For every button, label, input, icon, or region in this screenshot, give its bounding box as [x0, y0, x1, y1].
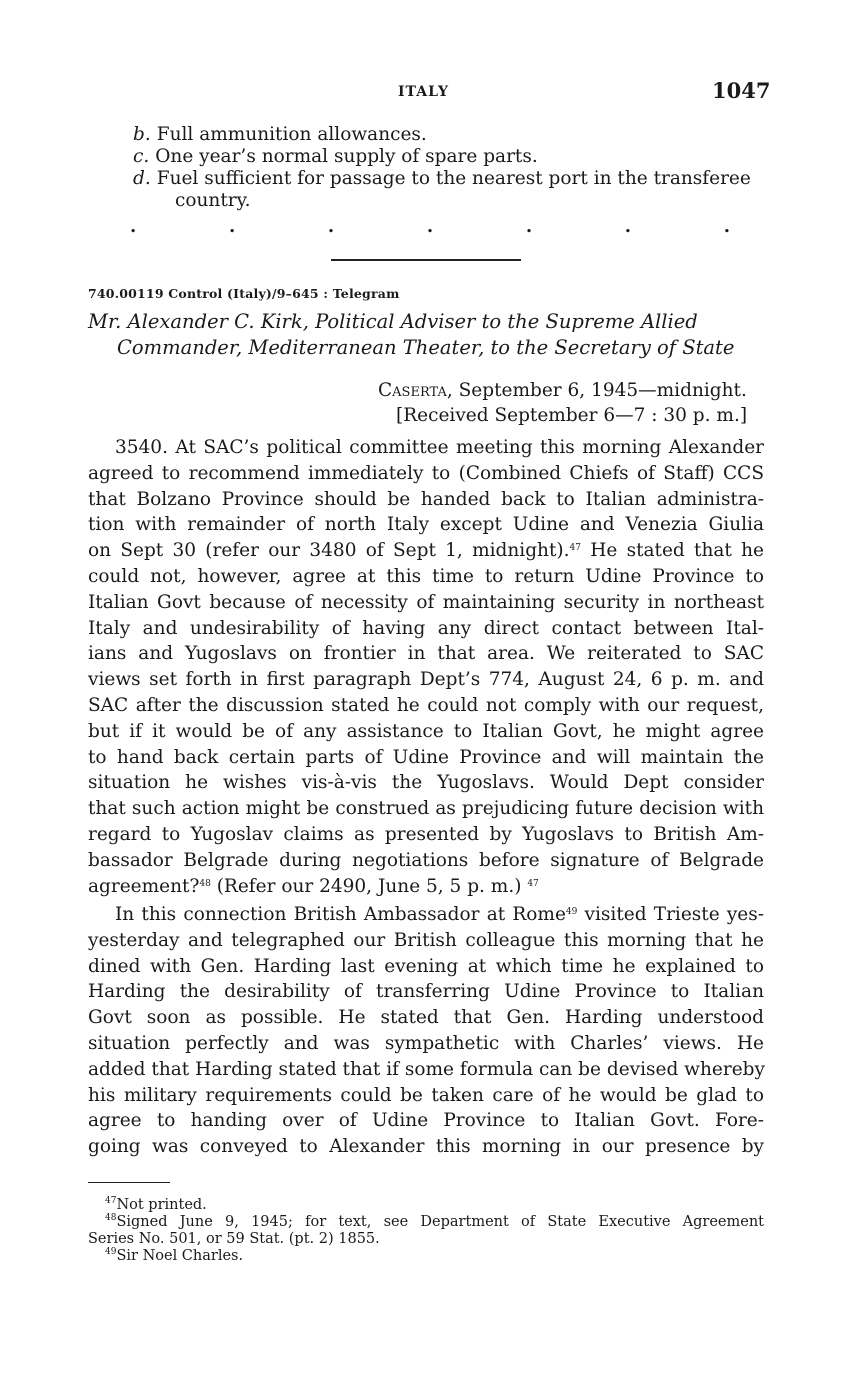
- text-run: agreement?: [88, 875, 200, 897]
- footnote-divider: [88, 1182, 170, 1183]
- text-line: to hand back certain parts of Udine Province and will maintain the: [88, 746, 764, 768]
- text-line: Italy and undesirability of having any direct contact between Ital-: [88, 617, 764, 639]
- text-line: could not, however, agree at this time to return Udine Province to: [88, 565, 764, 587]
- list-text: One year’s normal supply of spare parts.: [155, 146, 538, 167]
- text-line: agree to handing over of Udine Province to Italian Govt. Fore-: [88, 1110, 764, 1132]
- text-line: that such action might be construed as prejudicing future decision with: [88, 798, 764, 820]
- text-run: In this connection British Ambassador at Rome: [115, 904, 566, 925]
- list-item-c: [133, 146, 538, 167]
- text-line: SAC after the discussion stated he could not comply with our request,: [88, 694, 764, 716]
- text-line: but if it would be of any assistance to Italian Govt, he might agree: [88, 720, 764, 742]
- text-run: visited Trieste yes-: [577, 904, 764, 925]
- list-letter: c.: [133, 146, 150, 167]
- text-line: dined with Gen. Harding last evening at which time he explained to: [88, 955, 764, 977]
- text-line: views set forth in first paragraph Dept’s 774, August 24, 6 p. m. and: [88, 669, 764, 691]
- footnotes: [88, 1197, 764, 1265]
- text-line: his military requirements could be taken care of he would be glad to: [88, 1084, 764, 1106]
- list-text: Full ammunition allowances.: [156, 124, 427, 145]
- dateline: [378, 380, 747, 401]
- footnote-47: [88, 1197, 764, 1214]
- footnote-text: Signed June 9, 1945; for text, see Department of State Executive Agreement: [116, 1214, 764, 1230]
- text-line: Italian Govt because of necessity of maintaining security in northeast: [88, 591, 764, 613]
- footnote-49: [88, 1248, 764, 1265]
- text-line: that Bolzano Province should be handed back to Italian administra-: [88, 488, 764, 510]
- list-text: Fuel sufficient for passage to the nearest port in the transferee: [156, 168, 751, 189]
- dateline-date: , September 6, 1945—midnight.: [446, 380, 747, 401]
- text-line: Harding the desirability of transferring Udine Province to Italian: [88, 981, 764, 1003]
- ellipsis-dot: .: [130, 216, 137, 237]
- ellipsis-dot: .: [624, 216, 632, 237]
- text-line: [88, 902, 764, 928]
- text-line: added that Harding stated that if some formula can be devised whereby: [88, 1058, 765, 1080]
- text-line: going was conveyed to Alexander this morning in our presence by: [88, 1136, 764, 1158]
- body-paragraph-1: [88, 435, 764, 899]
- list-item-b: [133, 124, 427, 145]
- ellipsis-dot: .: [327, 216, 335, 237]
- received-line: [Received September 6—7 : 30 p. m.]: [396, 405, 748, 426]
- ellipsis-dot: .: [525, 216, 533, 237]
- footnote-ref: 49: [565, 907, 578, 917]
- list-item-d: [133, 168, 751, 189]
- running-title: ITALY: [398, 84, 450, 100]
- footnote-text: Sir Noel Charles.: [116, 1248, 244, 1264]
- file-reference: 740.00119 Control (Italy)/9–645 : Telegram: [88, 286, 400, 301]
- text-line: [88, 538, 764, 564]
- footnote-text: Not printed.: [116, 1197, 207, 1213]
- page-number: 1047: [712, 78, 771, 103]
- text-line: situation perfectly and was sympathetic with Charles’ views. He: [88, 1032, 764, 1054]
- text-line: regard to Yugoslav claims as presented by Yugoslavs to British Am-: [88, 823, 764, 845]
- footnote-ref: 48: [199, 878, 211, 889]
- text-run: (Refer our 2490, June 5, 5 p. m.): [210, 875, 528, 897]
- text-line: Govt soon as possible. He stated that Gen. Harding understood: [88, 1007, 764, 1029]
- ellipsis-dot: .: [426, 216, 434, 237]
- text-run: He stated that he: [580, 540, 764, 562]
- body-paragraph-2: [88, 902, 764, 1160]
- document-heading-line-2: Commander, Mediterranean Theater, to the Secretary of State: [117, 336, 735, 359]
- text-line: agreed to recommend immediately to (Combined Chiefs of Staff) CCS: [88, 462, 764, 484]
- list-letter: d.: [133, 168, 151, 189]
- text-line: [88, 874, 764, 900]
- document-heading-line-1: Mr. Alexander C. Kirk, Political Adviser to the Supreme Allied: [88, 310, 698, 333]
- text-line: tion with remainder of north Italy except Udine and Venezia Giulia: [88, 514, 764, 536]
- text-line: 3540. At SAC’s political committee meeting this morning Alexander: [115, 437, 764, 458]
- dateline-place: Caserta: [378, 380, 447, 401]
- footnote-ref: 47: [527, 878, 539, 889]
- text-line: situation he wishes vis-à-vis the Yugoslavs. Would Dept consider: [88, 772, 764, 794]
- text-line: ians and Yugoslavs on frontier in that area. We reiterated to SAC: [88, 643, 764, 665]
- text-line: yesterday and telegraphed our British colleague this morning that he: [88, 929, 764, 951]
- footnote-ref: 47: [569, 543, 581, 554]
- ellipsis-dot: .: [723, 216, 730, 237]
- ellipsis-dot: .: [228, 216, 236, 237]
- footnote-48: [88, 1214, 764, 1231]
- list-letter: b.: [133, 124, 151, 145]
- text-line: bassador Belgrade during negotiations before signature of Belgrade: [88, 849, 764, 871]
- text-run: on Sept 30 (refer our 3480 of Sept 1, midnight).: [88, 540, 570, 562]
- section-divider: [331, 259, 521, 261]
- footnote-marker: 48: [105, 1213, 117, 1223]
- ellipsis-row: [130, 216, 730, 237]
- footnote-48-continuation: Series No. 501, or 59 Stat. (pt. 2) 1855.: [88, 1231, 380, 1247]
- footnote-marker: 47: [105, 1196, 117, 1206]
- list-item-d-continuation: country.: [175, 190, 251, 211]
- footnote-marker: 49: [105, 1247, 117, 1257]
